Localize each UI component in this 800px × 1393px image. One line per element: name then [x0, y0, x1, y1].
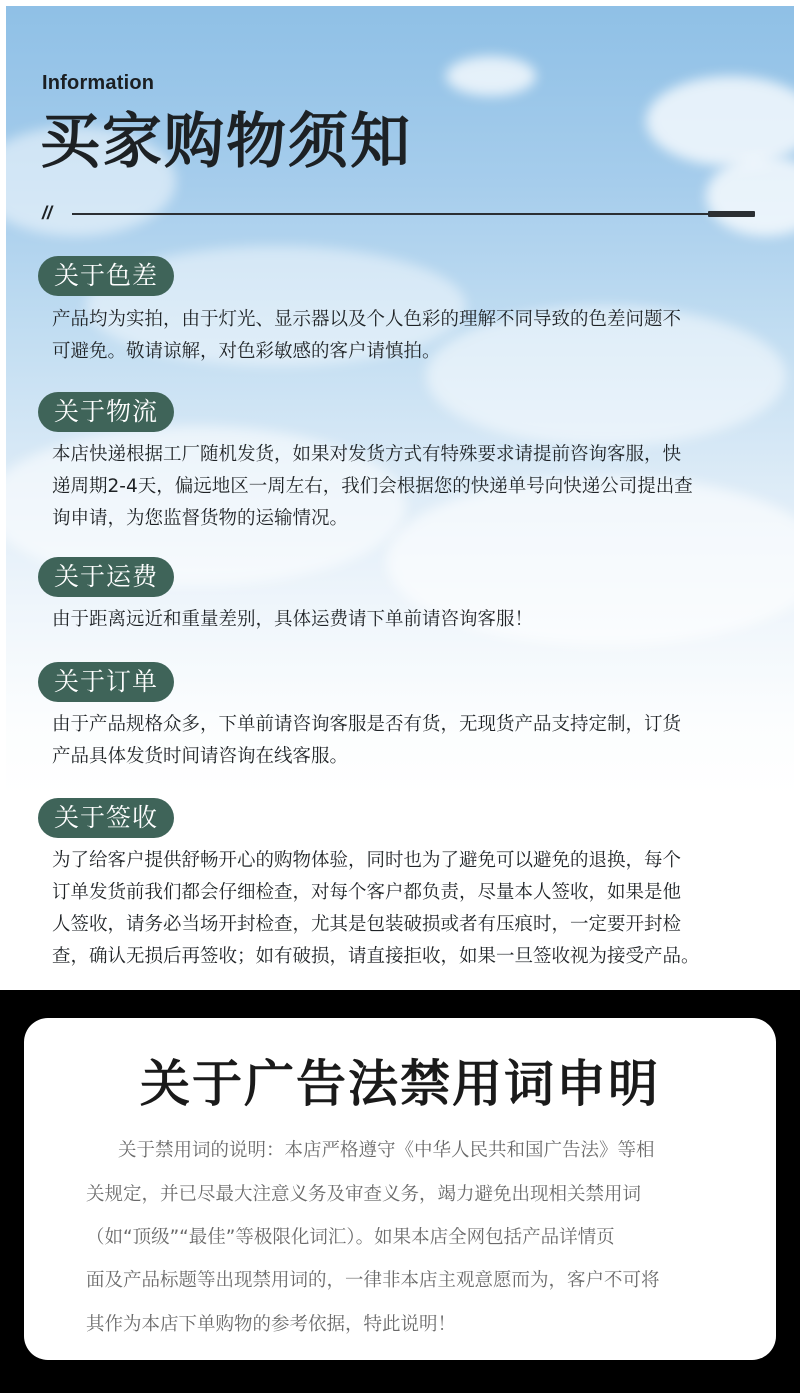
- section-heading-color-difference: 关于色差: [38, 256, 174, 296]
- disclaimer-line: 其作为本店下单购物的参考依据，特此说明！: [86, 1314, 457, 1335]
- section-body-orders: [52, 709, 772, 773]
- disclaimer-line: 关于禁用词的说明：本店严格遵守《中华人民共和国广告法》等相: [118, 1140, 655, 1161]
- section-body-shipping-fee: [52, 604, 772, 636]
- text-line: 订单发货前我们都会仔细检查，对每个客户都负责，尽量本人签收，如果是他: [52, 882, 682, 903]
- section-heading-receipt: 关于签收: [38, 798, 174, 838]
- section-heading-shipping-fee: 关于运费: [38, 557, 174, 597]
- divider-slashes: //: [42, 203, 53, 223]
- divider-accent-bar: [708, 211, 755, 217]
- section-body-color-difference: [52, 304, 772, 368]
- text-line: 递周期2-4天，偏远地区一周左右，我们会根据您的快递单号向快递公司提出查: [52, 476, 693, 497]
- text-line: 人签收，请务必当场开封检查，尤其是包装破损或者有压痕时，一定要开封检: [52, 914, 682, 935]
- section-body-receipt: [52, 845, 772, 973]
- section-heading-orders: 关于订单: [38, 662, 174, 702]
- text-line: 本店快递根据工厂随机发货，如果对发货方式有特殊要求请提前咨询客服，快: [52, 444, 682, 465]
- text-line: 由于距离远近和重量差别，具体运费请下单前请咨询客服！: [52, 609, 534, 630]
- disclaimer-line: 面及产品标题等出现禁用词的，一律非本店主观意愿而为，客户不可将: [86, 1270, 660, 1291]
- text-line: 由于产品规格众多，下单前请咨询客服是否有货，无现货产品支持定制，订货: [52, 714, 682, 735]
- disclaimer-line: 关规定，并已尽最大注意义务及审查义务，竭力避免出现相关禁用词: [86, 1184, 642, 1205]
- text-line: 产品均为实拍，由于灯光、显示器以及个人色彩的理解不同导致的色差问题不: [52, 309, 682, 330]
- text-line: 可避免。敬请谅解，对色彩敏感的客户请慎拍。: [52, 341, 441, 362]
- disclaimer-line: （如“顶级”“最佳”等极限化词汇）。如果本店全网包括产品详情页: [86, 1227, 615, 1248]
- text-line: 查，确认无损后再签收；如有破损，请直接拒收，如果一旦签收视为接受产品。: [52, 946, 700, 967]
- divider-line: [72, 213, 718, 215]
- page-title: 买家购物须知: [40, 107, 412, 177]
- text-line: 为了给客户提供舒畅开心的购物体验，同时也为了避免可以避免的退换，每个: [52, 850, 682, 871]
- section-body-logistics: [52, 439, 772, 535]
- text-line: 产品具体发货时间请咨询在线客服。: [52, 746, 349, 767]
- information-label: Information: [42, 72, 155, 94]
- section-heading-logistics: 关于物流: [38, 392, 174, 432]
- disclaimer-title: 关于广告法禁用词申明: [140, 1055, 660, 1113]
- text-line: 询申请，为您监督货物的运输情况。: [52, 508, 349, 529]
